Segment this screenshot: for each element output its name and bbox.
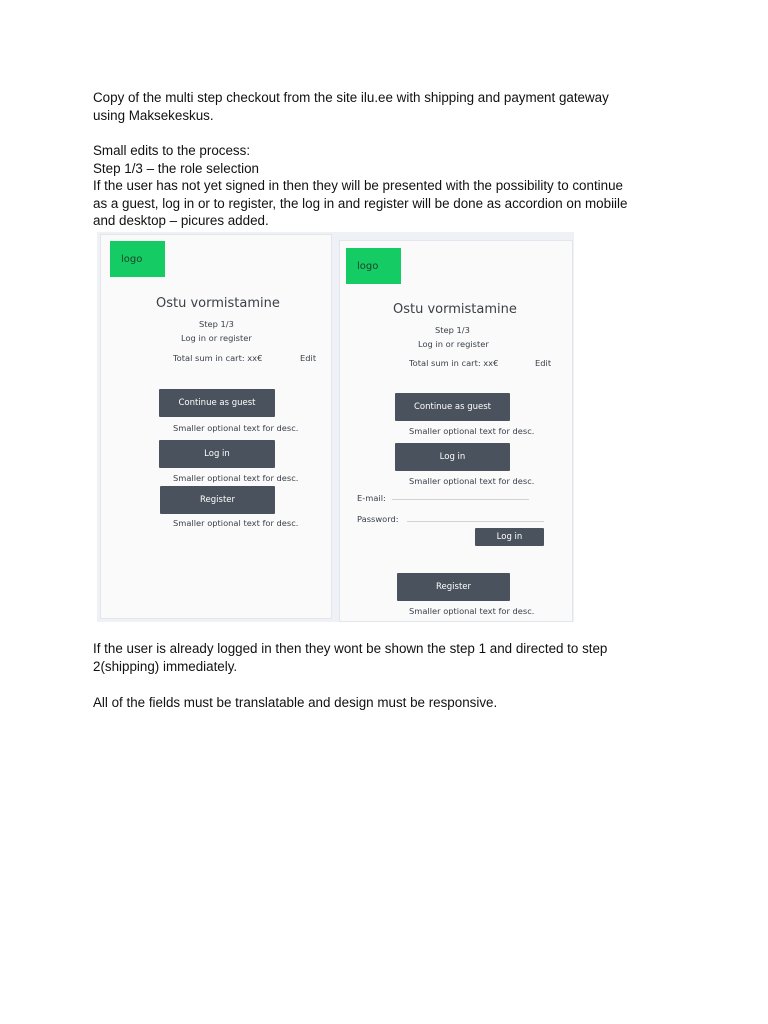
register-desc: Smaller optional text for desc. [409,606,535,616]
intro-line-2: using Maksekeskus. [93,107,214,123]
final-line: All of the fields must be translatable and design must be responsive. [93,695,498,710]
email-label: E-mail: [357,493,386,503]
password-label: Password: [357,514,399,524]
mockup-image [97,232,574,622]
login-desc: Smaller optional text for desc. [409,476,535,486]
edits-line-4: as a guest, log in or to register, the log in and register will be done as accordion on mobiile [93,195,628,211]
cart-total: Total sum in cart: xx€ [409,358,499,368]
step-subtitle: Log in or register [181,333,252,343]
edits-line-3: If the user has not yet signed in then they will be presented with the possibility to continue [93,178,623,193]
after-line-1: If the user is already logged in then they wont be shown the step 1 and directed to step [93,641,608,656]
page-title: Ostu vormistamine [393,302,517,317]
log-in-button[interactable]: Log in [159,440,275,468]
register-button[interactable]: Register [160,486,275,514]
cart-total: Total sum in cart: xx€ [173,353,263,363]
edits-line-5: and desktop – picures added. [93,213,269,228]
step-indicator: Step 1/3 [435,325,470,335]
mockup-panel-collapsed [100,234,332,619]
step-subtitle: Log in or register [418,339,489,349]
mockup-panel-expanded [339,240,573,622]
register-desc: Smaller optional text for desc. [173,518,299,528]
edits-line-1: Small edits to the process: [93,143,251,158]
logo: logo [346,248,401,284]
edit-link[interactable]: Edit [300,353,317,363]
register-button[interactable]: Register [397,573,510,601]
edit-link[interactable]: Edit [535,358,552,368]
email-field[interactable] [392,499,529,500]
guest-desc: Smaller optional text for desc. [409,426,535,436]
log-in-button[interactable]: Log in [395,443,510,471]
page-title: Ostu vormistamine [156,296,280,311]
intro-paragraph [93,89,683,124]
intro-line-1: Copy of the multi step checkout from the site ilu.ee with shipping and payment gateway [93,90,609,105]
login-desc: Smaller optional text for desc. [173,473,299,483]
logo: logo [110,241,165,277]
continue-as-guest-button[interactable]: Continue as guest [159,389,275,417]
edits-line-2: Step 1/3 – the role selection [93,160,260,176]
guest-desc: Smaller optional text for desc. [173,423,299,433]
logged-in-paragraph [93,640,683,675]
continue-as-guest-button[interactable]: Continue as guest [395,393,510,421]
password-field[interactable] [407,521,544,522]
requirements-paragraph [93,694,683,712]
step-indicator: Step 1/3 [199,319,234,329]
after-line-2: 2(shipping) immediately. [93,658,238,674]
edits-paragraph [93,142,683,230]
log-in-submit-button[interactable]: Log in [475,528,544,546]
